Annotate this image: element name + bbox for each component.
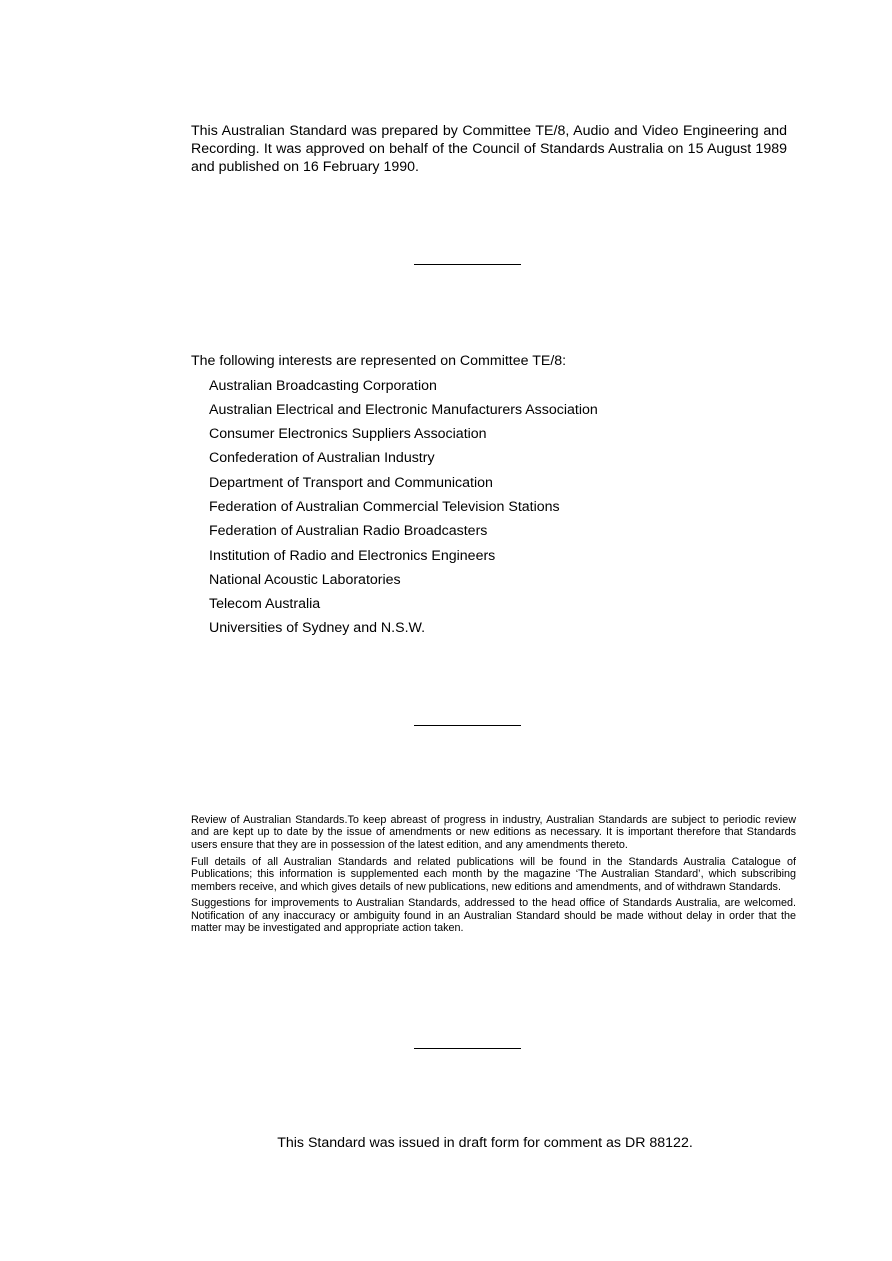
section-divider [414,1048,521,1049]
draft-note: This Standard was issued in draft form for comment as DR 88122. [277,1135,693,1151]
list-item: Telecom Australia [209,596,321,613]
section-divider [414,264,521,265]
review-paragraph: Review of Australian Standards.To keep abreast of progress in industry, Australian Standards are subject to periodic review and are kept up to date by the issue of amendments or new editions as necessary. It is important therefore that Standards users ensure that they are in possession of the latest edition, and any amendments thereto. [191,814,796,851]
interests-list [191,376,791,643]
review-paragraph: Suggestions for improvements to Australian Standards, addressed to the head office of Standards Australia, are welcomed. Notification of any inaccuracy or ambiguity found in an Australian Standard should be made without delay in order that the matter may be investigated and appropriate action taken. [191,897,796,935]
list-item: Australian Broadcasting Corporation [209,377,437,394]
list-item: Department of Transport and Communication [209,474,493,491]
interests-heading: The following interests are represented on Committee TE/8: [191,353,567,369]
section-divider [414,725,521,726]
review-paragraph: Full details of all Australian Standards and related publications will be found in the Standards Australia Catalogue of Publications; this information is supplemented each month by the magazine ‘The Australian Standard’, which subscribing members receive, and which gives details of new publications, new editions and amendments, and of withdrawn Standards. [191,855,796,893]
list-item: National Acoustic Laboratories [209,571,401,588]
committee-interests [191,351,791,643]
list-item: Consumer Electronics Suppliers Association [209,426,487,443]
review-notice [191,814,796,939]
list-item: Federation of Australian Commercial Television Stations [209,498,560,515]
list-item: Universities of Sydney and N.S.W. [209,620,426,637]
list-item: Confederation of Australian Industry [209,450,435,467]
list-item: Australian Electrical and Electronic Manufacturers Association [209,401,598,418]
approval-statement: This Australian Standard was prepared by Committee TE/8, Audio and Video Engineering and Recording. It was approved on behalf of the Council of Standards Australia on 15 August 1989 and published on 16 February 1990. [191,123,787,175]
list-item: Institution of Radio and Electronics Engineers [209,547,496,564]
list-item: Federation of Australian Radio Broadcasters [209,523,488,540]
